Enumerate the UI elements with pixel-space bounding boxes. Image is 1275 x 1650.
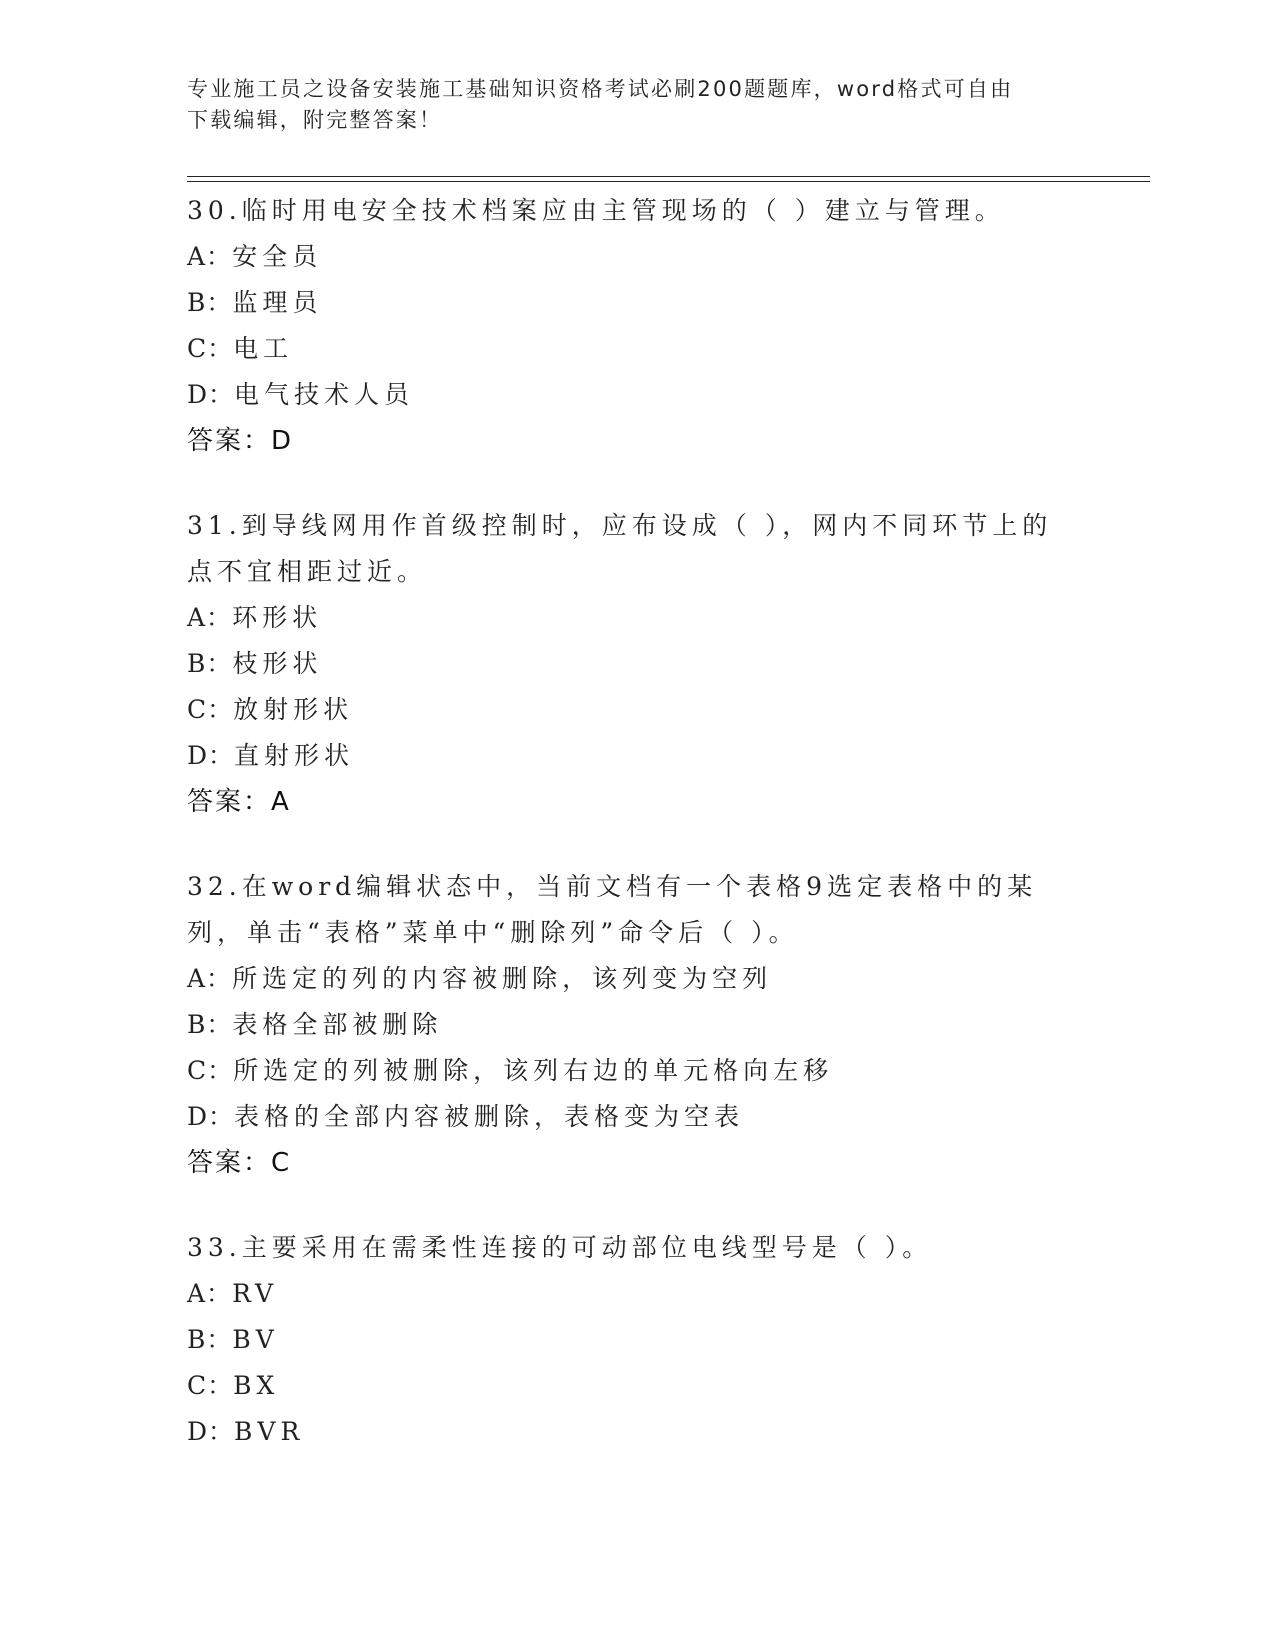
option-c <box>187 1363 1067 1409</box>
header-title-line-2: 下载编辑，附完整答案！ <box>187 108 443 132</box>
header-title-line-1: 专业施工员之设备安装施工基础知识资格考试必刷200题题库，word格式可自由 <box>187 77 1014 101</box>
option-d <box>187 733 1067 779</box>
question-stem: 32.在word编辑状态中，当前文档有一个表格9选定表格中的某列，单击“表格”菜单中“删除列”命令后（ ）。 <box>187 872 1038 947</box>
option-text: 所选定的列被删除，该列右边的单元格向左移 <box>233 1056 834 1085</box>
option-c <box>187 1048 1067 1094</box>
option-label: C： <box>187 695 234 724</box>
answer-line: 答案：D <box>187 426 294 456</box>
option-label: C： <box>187 334 234 363</box>
question-stem: 33.主要采用在需柔性连接的可动部位电线型号是（ ）。 <box>187 1233 933 1262</box>
option-label: D： <box>187 1102 235 1131</box>
option-text: 电工 <box>233 334 294 363</box>
option-text: 安全员 <box>232 242 323 271</box>
option-d <box>187 1094 1067 1140</box>
option-text: 放射形状 <box>233 695 354 724</box>
option-b <box>187 280 1067 326</box>
option-label: C： <box>187 1056 234 1085</box>
header-divider-bottom <box>187 181 1150 182</box>
question-32 <box>187 864 1067 1186</box>
option-a <box>187 595 1067 641</box>
question-30 <box>187 188 1067 464</box>
option-text: 表格的全部内容被删除，表格变为空表 <box>234 1102 745 1131</box>
option-label: B： <box>187 1010 233 1039</box>
option-text: 直射形状 <box>234 741 355 770</box>
question-33 <box>187 1225 1067 1455</box>
option-text: 监理员 <box>232 288 323 317</box>
option-label: A： <box>187 1279 233 1308</box>
option-label: A： <box>187 242 233 271</box>
question-list <box>187 188 1067 1494</box>
option-c <box>187 687 1067 733</box>
option-label: D： <box>187 1417 235 1446</box>
option-label: A： <box>187 964 233 993</box>
option-d <box>187 372 1067 418</box>
option-text: BX <box>233 1371 280 1400</box>
document-header <box>187 74 1067 136</box>
option-d <box>187 1409 1067 1455</box>
option-b <box>187 1002 1067 1048</box>
option-label: D： <box>187 741 235 770</box>
question-31 <box>187 503 1067 825</box>
option-c <box>187 326 1067 372</box>
option-a <box>187 234 1067 280</box>
header-divider-top <box>187 176 1150 177</box>
question-stem: 31.到导线网用作首级控制时，应布设成（ ），网内不同环节上的点不宜相距过近。 <box>187 511 1053 586</box>
option-a <box>187 1271 1067 1317</box>
option-label: B： <box>187 1325 233 1354</box>
option-a <box>187 956 1067 1002</box>
option-label: A： <box>187 603 233 632</box>
option-text: BVR <box>234 1417 305 1446</box>
option-label: C： <box>187 1371 234 1400</box>
answer-line: 答案：C <box>187 1148 292 1178</box>
option-label: B： <box>187 288 233 317</box>
option-label: B： <box>187 649 233 678</box>
option-text: 所选定的列的内容被删除，该列变为空列 <box>232 964 773 993</box>
answer-line: 答案：A <box>187 787 291 817</box>
option-b <box>187 1317 1067 1363</box>
option-label: D： <box>187 380 235 409</box>
option-text: BV <box>232 1325 279 1354</box>
option-text: 表格全部被删除 <box>232 1010 443 1039</box>
option-text: 环形状 <box>232 603 323 632</box>
option-b <box>187 641 1067 687</box>
question-stem: 30.临时用电安全技术档案应由主管现场的（ ）建立与管理。 <box>187 196 1005 225</box>
option-text: 枝形状 <box>232 649 323 678</box>
option-text: RV <box>232 1279 279 1308</box>
option-text: 电气技术人员 <box>234 380 415 409</box>
